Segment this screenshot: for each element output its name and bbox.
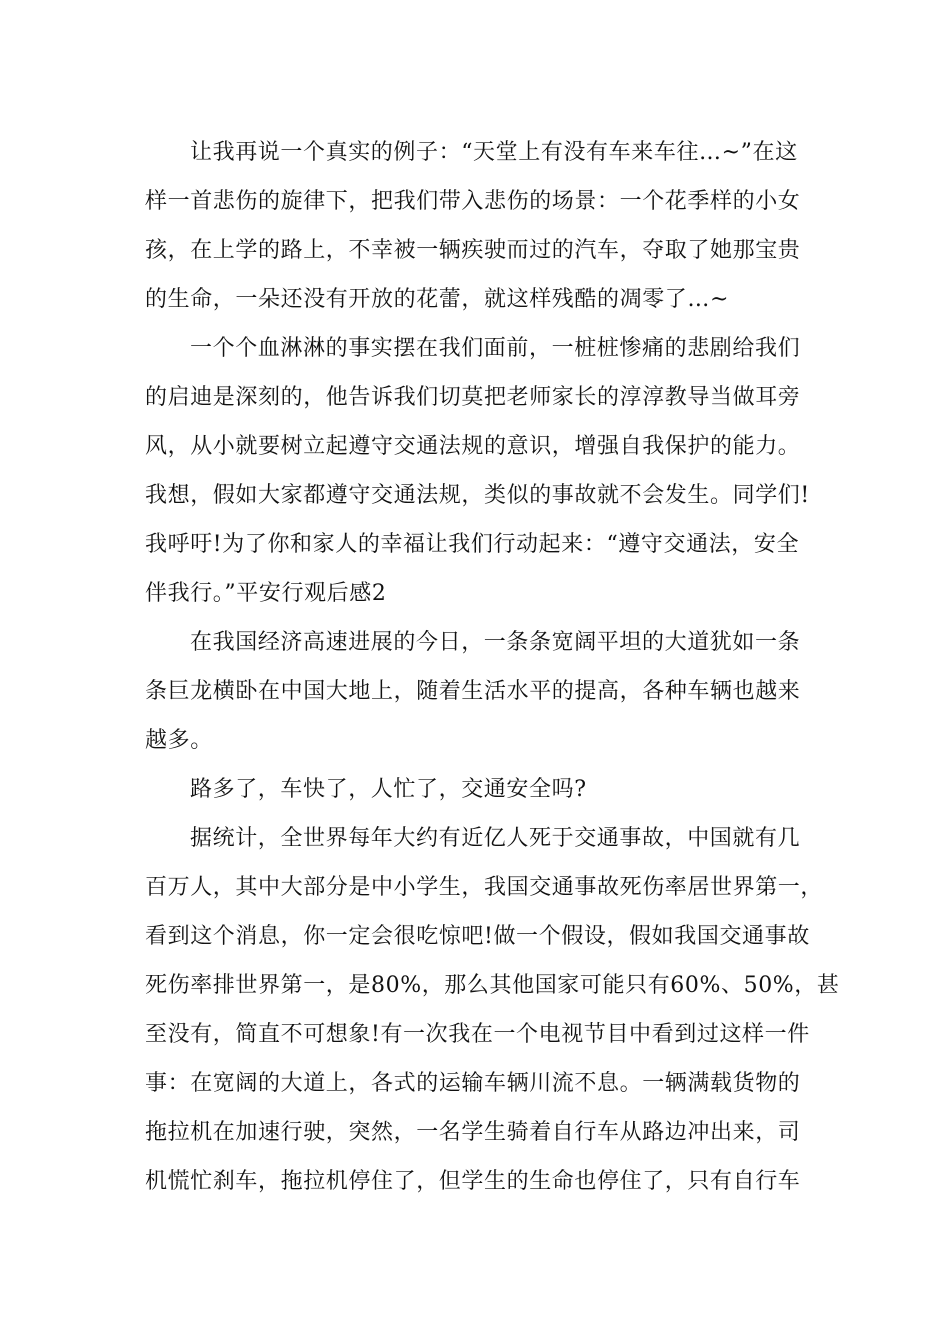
text-line: 路多了，车快了，人忙了，交通安全吗? bbox=[190, 777, 587, 802]
text-line: 风，从小就要树立起遵守交通法规的意识，增强自我保护的能力。 bbox=[145, 434, 801, 459]
text-line: 一个个血淋淋的事实摆在我们面前，一桩桩惨痛的悲剧给我们 bbox=[190, 336, 801, 361]
text-line: 条巨龙横卧在中国大地上，随着生活水平的提高，各种车辆也越来 bbox=[145, 679, 801, 704]
document-body bbox=[145, 128, 840, 1206]
text-line: 的生命，一朵还没有开放的花蕾，就这样残酷的凋零了…~ bbox=[145, 287, 730, 312]
text-line: 在我国经济高速进展的今日，一条条宽阔平坦的大道犹如一条 bbox=[190, 630, 801, 655]
text-line: 至没有，简直不可想象!有一次我在一个电视节目中看到过这样一件 bbox=[145, 1022, 810, 1047]
text-line: 看到这个消息，你一定会很吃惊吧!做一个假设，假如我国交通事故 bbox=[145, 924, 810, 949]
text-line: 我呼吁!为了你和家人的幸福让我们行动起来：“遵守交通法，安全 bbox=[145, 532, 800, 557]
paragraph-2 bbox=[145, 324, 825, 618]
paragraph-1 bbox=[145, 128, 825, 324]
paragraph-5 bbox=[145, 814, 840, 1206]
paragraph-4 bbox=[145, 765, 825, 814]
text-line: 越多。 bbox=[145, 728, 213, 753]
text-line: 死伤率排世界第一，是80%，那么其他国家可能只有60%、50%，甚 bbox=[145, 973, 840, 998]
text-line: 样一首悲伤的旋律下，把我们带入悲伤的场景：一个花季样的小女 bbox=[145, 189, 801, 214]
paragraph-3 bbox=[145, 618, 825, 765]
text-line: 机慌忙刹车，拖拉机停住了，但学生的生命也停住了，只有自行车 bbox=[145, 1169, 801, 1194]
text-line: 拖拉机在加速行驶，突然，一名学生骑着自行车从路边冲出来，司 bbox=[145, 1120, 801, 1145]
text-line: 孩，在上学的路上，不幸被一辆疾驶而过的汽车，夺取了她那宝贵 bbox=[145, 238, 801, 263]
text-line: 我想，假如大家都遵守交通法规，类似的事故就不会发生。同学们! bbox=[145, 483, 810, 508]
text-line: 事：在宽阔的大道上，各式的运输车辆川流不息。一辆满载货物的 bbox=[145, 1071, 801, 1096]
text-line: 的启迪是深刻的，他告诉我们切莫把老师家长的淳淳教导当做耳旁 bbox=[145, 385, 801, 410]
text-line: 伴我行。”平安行观后感2 bbox=[145, 581, 387, 606]
text-line: 让我再说一个真实的例子：“天堂上有没有车来车往…~”在这 bbox=[190, 140, 798, 165]
text-line: 据统计，全世界每年大约有近亿人死于交通事故，中国就有几 bbox=[190, 826, 801, 851]
text-line: 百万人，其中大部分是中小学生，我国交通事故死伤率居世界第一， bbox=[145, 875, 824, 900]
